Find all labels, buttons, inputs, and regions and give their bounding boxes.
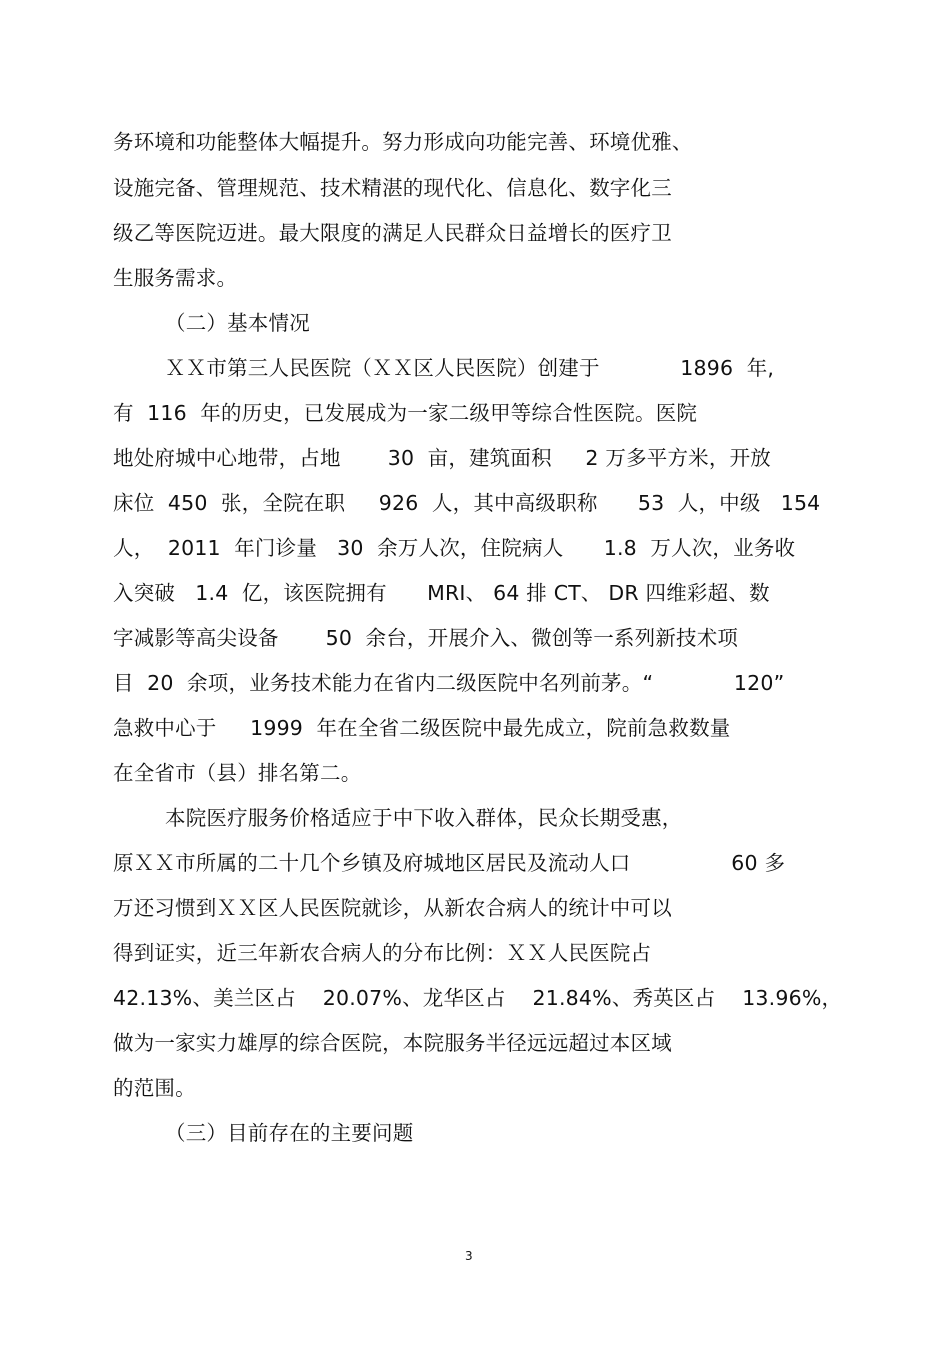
paragraph-line: 入突破 1.4 亿，该医院拥有 MRI、 64 排 CT、 DR 四维彩超、数 bbox=[113, 581, 770, 605]
paragraph-line: 原ＸＸ市所属的二十几个乡镇及府城地区居民及流动人口 60 多 bbox=[113, 851, 786, 875]
paragraph-line: 生服务需求。 bbox=[113, 266, 238, 290]
paragraph-line: ＸＸ市第三人民医院（ＸＸ区人民医院）创建于 1896 年, bbox=[165, 356, 775, 380]
paragraph-line: 床位 450 张，全院在职 926 人，其中高级职称 53 人，中级 154 bbox=[113, 491, 821, 515]
paragraph-line: 在全省市（县）排名第二。 bbox=[113, 761, 362, 785]
paragraph-line: 目 20 余项，业务技术能力在省内二级医院中名列前茅。“ 120” bbox=[113, 671, 785, 695]
paragraph-line: 级乙等医院迈进。最大限度的满足人民群众日益增长的医疗卫 bbox=[113, 221, 672, 245]
section-heading: （二）基本情况 bbox=[165, 311, 310, 335]
paragraph-line: 字减影等高尖设备 50 余台，开展介入、微创等一系列新技术项 bbox=[113, 626, 739, 650]
page-number: 3 bbox=[465, 1249, 473, 1263]
paragraph-line: 地处府城中心地带，占地 30 亩，建筑面积 2 万多平方米，开放 bbox=[113, 446, 771, 470]
paragraph-line: 的范围。 bbox=[113, 1076, 196, 1100]
paragraph-line: 有 116 年的历史，已发展成为一家二级甲等综合性医院。医院 bbox=[113, 401, 698, 425]
paragraph-line: 人， 2011 年门诊量 30 余万人次，住院病人 1.8 万人次，业务收 bbox=[113, 536, 796, 560]
section-heading: （三）目前存在的主要问题 bbox=[165, 1121, 414, 1145]
paragraph-line: 设施完备、管理规范、技术精湛的现代化、信息化、数字化三 bbox=[113, 176, 672, 200]
paragraph-line: 做为一家实力雄厚的综合医院，本院服务半径远远超过本区域 bbox=[113, 1031, 672, 1055]
paragraph-line: 42.13%、美兰区占 20.07%、龙华区占 21.84%、秀英区占 13.96%， bbox=[113, 986, 843, 1010]
paragraph-line: 得到证实，近三年新农合病人的分布比例：ＸＸ人民医院占 bbox=[113, 941, 652, 965]
paragraph-line: 万还习惯到ＸＸ区人民医院就诊，从新农合病人的统计中可以 bbox=[113, 896, 672, 920]
paragraph-line: 务环境和功能整体大幅提升。努力形成向功能完善、环境优雅、 bbox=[113, 130, 693, 154]
paragraph-line: 急救中心于 1999 年在全省二级医院中最先成立，院前急救数量 bbox=[113, 716, 731, 740]
paragraph-line: 本院医疗服务价格适应于中下收入群体，民众长期受惠， bbox=[165, 806, 683, 830]
